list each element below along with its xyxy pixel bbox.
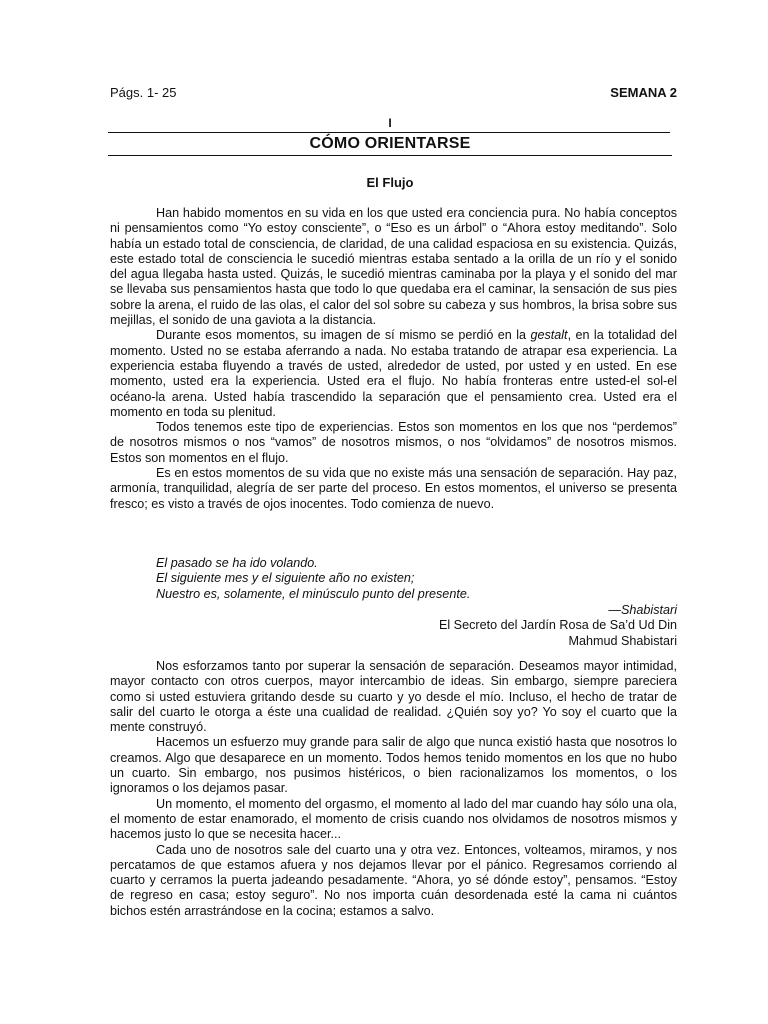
poem-attribution [277,603,677,649]
paragraph-text: Durante esos momentos, su imagen de sí mismo se perdió en la [156,328,531,343]
paragraph: Es en estos momentos de su vida que no existe más una sensación de separación. Hay paz, armonía, tranquilidad, alegría de ser parte del proceso. En estos momentos, el universo se presenta fresco; es visto a través de ojos inocentes. Todo comienza de nuevo. [110,466,677,511]
section-title: El Flujo [366,175,414,190]
paragraph: Han habido momentos en su vida en los que usted era conciencia pura. No había conceptos ni pensamientos como “Yo estoy consciente”, o “Eso es un árbol” o “Ahora estoy meditando”. Solo había un estado total de consciencia, de claridad, de una calidad espaciosa en su existencia. Quizás, este estado total de consciencia le sucedió mientras estaba sentado a la orilla de un río y el sonido del agua llegaba hasta usted. Quizás, le sucedió mientras caminaba por la playa y el sonido del mar se llevaba sus pensamientos hasta que todo lo que quedaba era el caminar, la sensación de sus pies sobre la arena, el ruido de las olas, el calor del sol sobre su cabeza y sus hombros, la brisa sobre sus mejillas, el sonido de una gaviota a la distancia. [110,206,678,328]
paragraph: Nos esforzamos tanto por superar la sensación de separación. Deseamos mayor intimidad, mayor contacto con otros cuerpos, mayor intercambio de ideas. Sin embargo, siempre pareciera como si usted estuviera gritando desde su cuarto y yo desde el mío. Incluso, el hecho de tratar de salir del cuarto le otorga a éste una cualidad de realidad. ¿Quién soy yo? Yo soy el cuarto que la mente construyó. [110,659,677,735]
poem-line: El siguiente mes y el siguiente año no existen; [156,571,415,586]
chapter-number: I [388,116,392,130]
epigraph-poem [156,556,677,602]
paragraph: Hacemos un esfuerzo muy grande para salir de algo que nunca existió hasta que nosotros lo creamos. Algo que desaparece en un momento. Todos hemos tenido momentos en los que no hubo un cuarto. Sin embargo, nos pusimos histéricos, o bien racionalizamos los momentos, o los ignoramos o los dejamos pasar. [110,735,677,796]
poem-author: —Shabistari [608,603,677,617]
poem-line: Nuestro es, solamente, el minúsculo punto del presente. [156,586,471,601]
week-label: SEMANA 2 [610,85,677,100]
title-rule-bottom [108,155,672,156]
chapter-title: CÓMO ORIENTARSE [309,135,471,152]
paragraph: Todos tenemos este tipo de experiencias. Estos son momentos en los que nos “perdemos” de nosotros mismos o nos “vamos” de nosotros mismos, o nos “olvidamos” de nosotros mismos. Estos son momentos en el flujo. [110,420,677,465]
paragraph-text: , en la totalidad del momento. Usted no se estaba aferrando a nada. No estaba tratando de atrapar esa experiencia. La experiencia estaba fluyendo a través de usted, alrededor de usted, por usted y en usted. En ese momento, usted era la experiencia. Usted era el flujo. No había fronteras entre usted-el sol-el océano-la arena. Usted había trascendido la separación que el pensamiento crea. Usted era el momento en toda su plenitud. [110,328,678,419]
page-range: Págs. 1- 25 [110,85,177,100]
poem-line: El pasado se ha ido volando. [156,556,318,570]
paragraph: Un momento, el momento del orgasmo, el momento al lado del mar cuando hay sólo una ola, el momento de estar enamorado, el momento de crisis cuando nos olvidamos de nosotros mismos y hacemos justo lo que se necesita hacer... [110,796,677,842]
paragraph: Cada uno de nosotros sale del cuarto una y otra vez. Entonces, volteamos, miramos, y nos percatamos de que estamos afuera y nos dejamos llevar por el pánico. Regresamos corriendo al cuarto y cerramos la puerta jadeando pesadamente. “Ahora, yo sé dónde estoy”, pensamos. “Estoy de regreso en casa; estoy seguro”. No nos importa cuán desordenada esté la cama ni cuántos bichos estén arrastrándose en la cocina; estamos a salvo. [110,842,677,918]
paragraph [110,328,677,420]
body-text-part-2 [110,659,677,919]
title-rule-top [108,132,670,133]
body-text-part-1 [110,206,677,512]
poem-source: El Secreto del Jardín Rosa de Sa’d Ud Din [438,618,677,633]
poem-source-author: Mahmud Shabistari [568,633,677,648]
paragraph-italic-term: gestalt [530,328,568,343]
